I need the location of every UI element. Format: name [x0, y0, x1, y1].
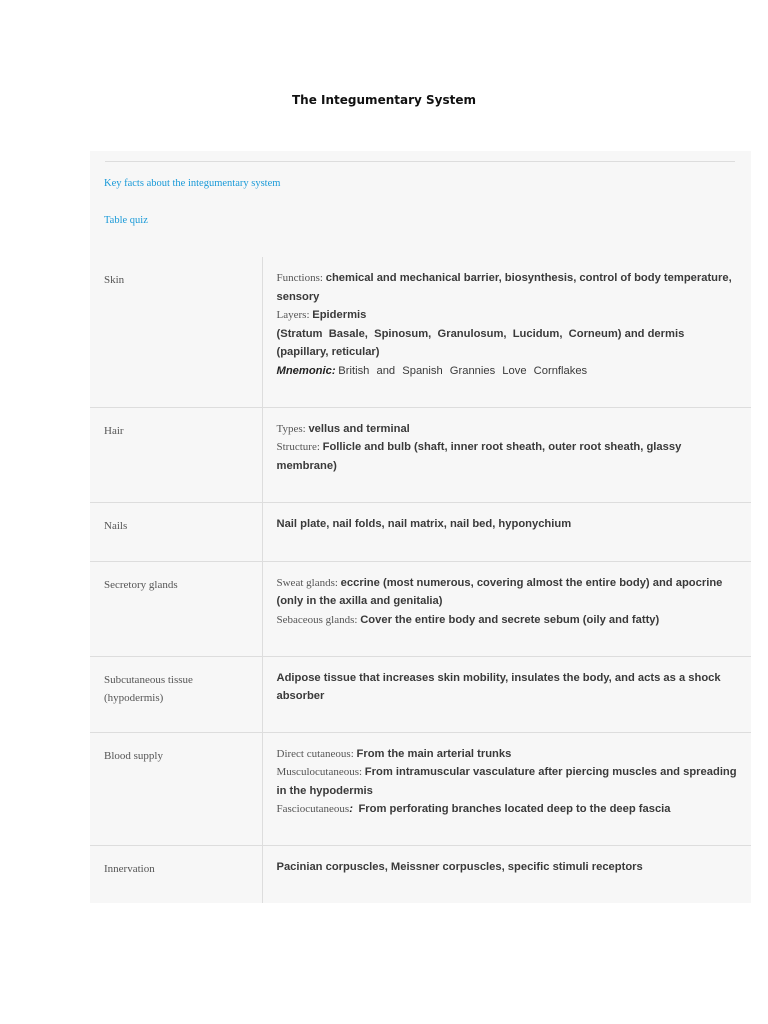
facts-table	[90, 257, 751, 903]
table-row-innervation	[90, 845, 751, 903]
mnemonic-text: British and Spanish Grannies Love Cornflakes	[338, 364, 588, 377]
document-title: The Integumentary System	[292, 93, 476, 107]
functions-text: chemical and mechanical barrier, biosynthesis, control of body temperature, sensory	[276, 272, 732, 303]
musculocutaneous-text: From intramuscular vasculature after piercing muscles and spreading in the hypodermis	[276, 766, 737, 797]
innervation-text: Pacinian corpuscles, Meissner corpuscles, specific stimuli receptors	[276, 860, 643, 873]
table-row-nails	[90, 502, 751, 561]
types-label: Types	[276, 422, 303, 435]
sebaceous-glands-label: Sebaceous glands	[276, 613, 355, 626]
key-facts-link[interactable]: Key facts about the integumentary system	[104, 178, 281, 189]
row-label-blood-supply: Blood supply	[90, 732, 262, 845]
row-label-innervation: Innervation	[90, 845, 262, 903]
row-content-glands: Sweat glands: eccrine (most numerous, covering almost the entire body) and apocrine (only in the axilla and genitalia) Sebaceous glands: Cover the entire body and secrete sebum (oily and fatty)	[262, 561, 751, 656]
row-content-skin: Functions: chemical and mechanical barrier, biosynthesis, control of body temperature, sensory Layers: Epidermis (Stratum Basale, Spinosum, Granulosum, Lucidum, Corneum) and dermis (papillary, reticular) Mnemonic: British and Spanish Grannies Love Cornflakes	[262, 257, 751, 407]
row-content-subcutaneous	[262, 656, 751, 732]
row-content-innervation	[262, 845, 751, 903]
functions-label: Functions	[276, 272, 320, 284]
table-row-blood-supply	[90, 732, 751, 845]
sebaceous-glands-text: Cover the entire body and secrete sebum (oily and fatty)	[360, 613, 660, 626]
musculocutaneous-label: Musculocutaneous	[276, 766, 359, 778]
fasciocutaneous-label: Fasciocutaneous	[276, 803, 350, 815]
table-row-hair	[90, 407, 751, 502]
row-content-hair: Types: vellus and terminal Structure: Follicle and bulb (shaft, inner root sheath, outer root sheath, glassy membrane)	[262, 407, 751, 502]
row-label-skin: Skin	[90, 257, 262, 407]
row-content-blood-supply: Direct cutaneous: From the main arterial trunks Musculocutaneous: From intramuscular vasculature after piercing muscles and spreading in the hypodermis Fasciocutaneous: From perforating branches located deep to the deep fascia	[262, 732, 751, 845]
table-row-skin	[90, 257, 751, 407]
table-quiz-link[interactable]: Table quiz	[104, 215, 148, 226]
subcutaneous-text: Adipose tissue that increases skin mobility, insulates the body, and acts as a shock absorber	[276, 671, 721, 702]
table-row-glands	[90, 561, 751, 656]
row-label-subcutaneous: Subcutaneous tissue (hypodermis)	[90, 656, 262, 732]
row-content-nails	[262, 502, 751, 561]
types-text: vellus and terminal	[308, 422, 410, 435]
sweat-glands-text: eccrine (most numerous, covering almost the entire body) and apocrine (only in the axilla and genitalia)	[276, 576, 723, 607]
table-row-subcutaneous	[90, 656, 751, 732]
structure-label: Structure	[276, 441, 317, 453]
sweat-glands-label: Sweat glands	[276, 576, 335, 589]
facts-panel	[90, 151, 751, 903]
divider	[105, 161, 735, 162]
structure-text: Follicle and bulb (shaft, inner root sheath, outer root sheath, glassy membrane)	[276, 441, 682, 472]
fasciocutaneous-text: From perforating branches located deep to the deep fascia	[358, 803, 671, 815]
layers-text: Epidermis	[312, 309, 367, 321]
row-label-hair: Hair	[90, 407, 262, 502]
mnemonic-label: Mnemonic:	[276, 364, 336, 377]
strata-text: (Stratum Basale, Spinosum, Granulosum, Lucidum, Corneum) and dermis (papillary, reticular)	[276, 327, 688, 358]
direct-cutaneous-text: From the main arterial trunks	[356, 747, 512, 760]
nails-text: Nail plate, nail folds, nail matrix, nail bed, hyponychium	[276, 517, 572, 530]
row-label-nails: Nails	[90, 502, 262, 561]
row-label-glands: Secretory glands	[90, 561, 262, 656]
direct-cutaneous-label: Direct cutaneous	[276, 747, 351, 760]
layers-label: Layers	[276, 309, 307, 321]
